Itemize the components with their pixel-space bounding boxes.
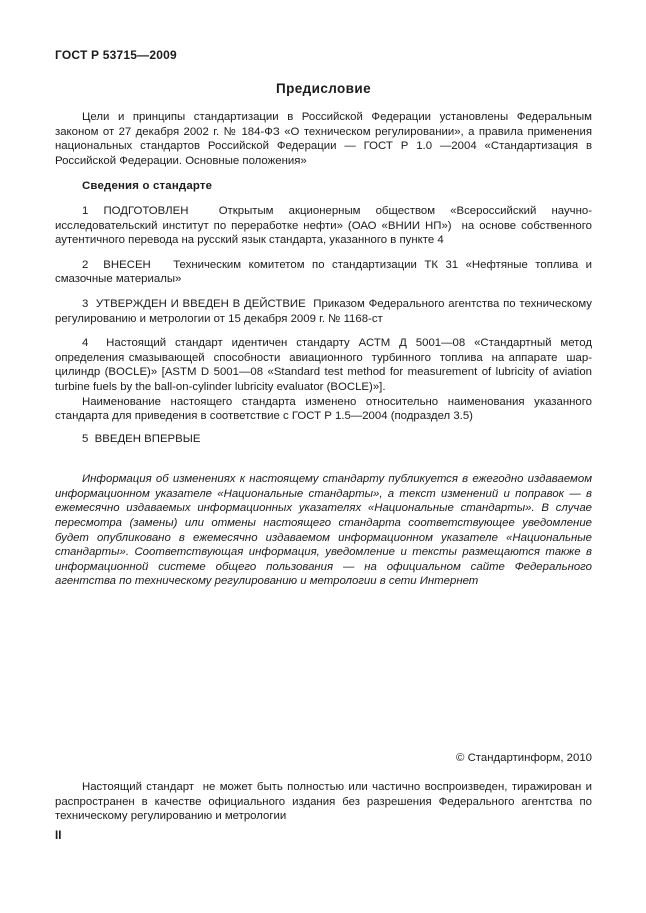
preface-item-5: 5 ВВЕДЕН ВПЕРВЫЕ (82, 432, 201, 445)
copyright-line: © Стандартинформ, 2010 (456, 752, 592, 765)
preface-item-4: 4 Настоящий стандарт идентичен стандарту АСТМ Д 5001—08 «Стандартный метод определения смазывающей способности авиационного турбинного топлива на аппарате шар-цилиндр (BOCLE)» [ASTM D 5001—08 «Standard test method for measurement of lubricity of aviation turbine fuels by the ball-on-cylinder lubricity evaluator (BOCLE)»]. (55, 337, 596, 393)
page-title: Предисловие (276, 81, 371, 96)
preface-item-1: 1 ПОДГОТОВЛЕН Открытым акционерным обществом «Всероссийский научно-исследовательский институт по переработке нефти» (ОАО «ВНИИ НП») на основе собственного аутентичного перевода на русский язык стандарта, указанного в пункте 4 (55, 204, 599, 247)
preface-item-3: 3 УТВЕРЖДЕН И ВВЕДЕН В ДЕЙСТВИЕ Приказом Федерального агентства по техническому регулированию и метрологии от 15 декабря 2009 г. № 1168-ст (55, 297, 596, 325)
standard-info-heading: Сведения о стандарте (82, 180, 213, 193)
amendments-notice: Информация об изменениях к настоящему стандарту публикуется в ежегодно издаваемом информационном указателе «Национальные стандарты», а текст изменений и поправок — в ежемесячно издаваемых информационных указателях «Национальные стандарты». В случае пересмотра (замены) или отмены настоящего стандарта соответствующее уведомление будет опубликовано в ежемесячно издаваемом информационном указателе «Национальные стандарты». Соответствующая информация, уведомление и тексты размещаются также в информационной системе общего пользования — на официальном сайте Федерального агентства по техническому регулированию и метрологии в сети Интернет (55, 473, 596, 588)
reproduction-notice: Настоящий стандарт не может быть полностью или частично воспроизведен, тиражирован и распространен в качестве официального издания без разрешения Федерального агентства по техническому регулированию и метрологии (55, 781, 596, 823)
page-number: II (55, 829, 62, 842)
intro-paragraph: Цели и принципы стандартизации в Российской Федерации установлены Федеральным законом от 27 декабря 2002 г. № 184-ФЗ «О техническом регулировании», а правила применения национальных стандартов Российской Федерации — ГОСТ Р 1.0 —2004 «Стандартизация в Российской Федерации. Основные положения» (55, 111, 599, 167)
preface-item-4-note: Наименование настоящего стандарта изменено относительно наименования указанного стандарта для приведения в соответствие с ГОСТ Р 1.5—2004 (подраздел 3.5) (55, 395, 596, 423)
preface-item-2: 2 ВНЕСЕН Техническим комитетом по стандартизации ТК 31 «Нефтяные топлива и смазочные материалы» (55, 258, 596, 286)
doc-code: ГОСТ Р 53715—2009 (55, 48, 177, 62)
